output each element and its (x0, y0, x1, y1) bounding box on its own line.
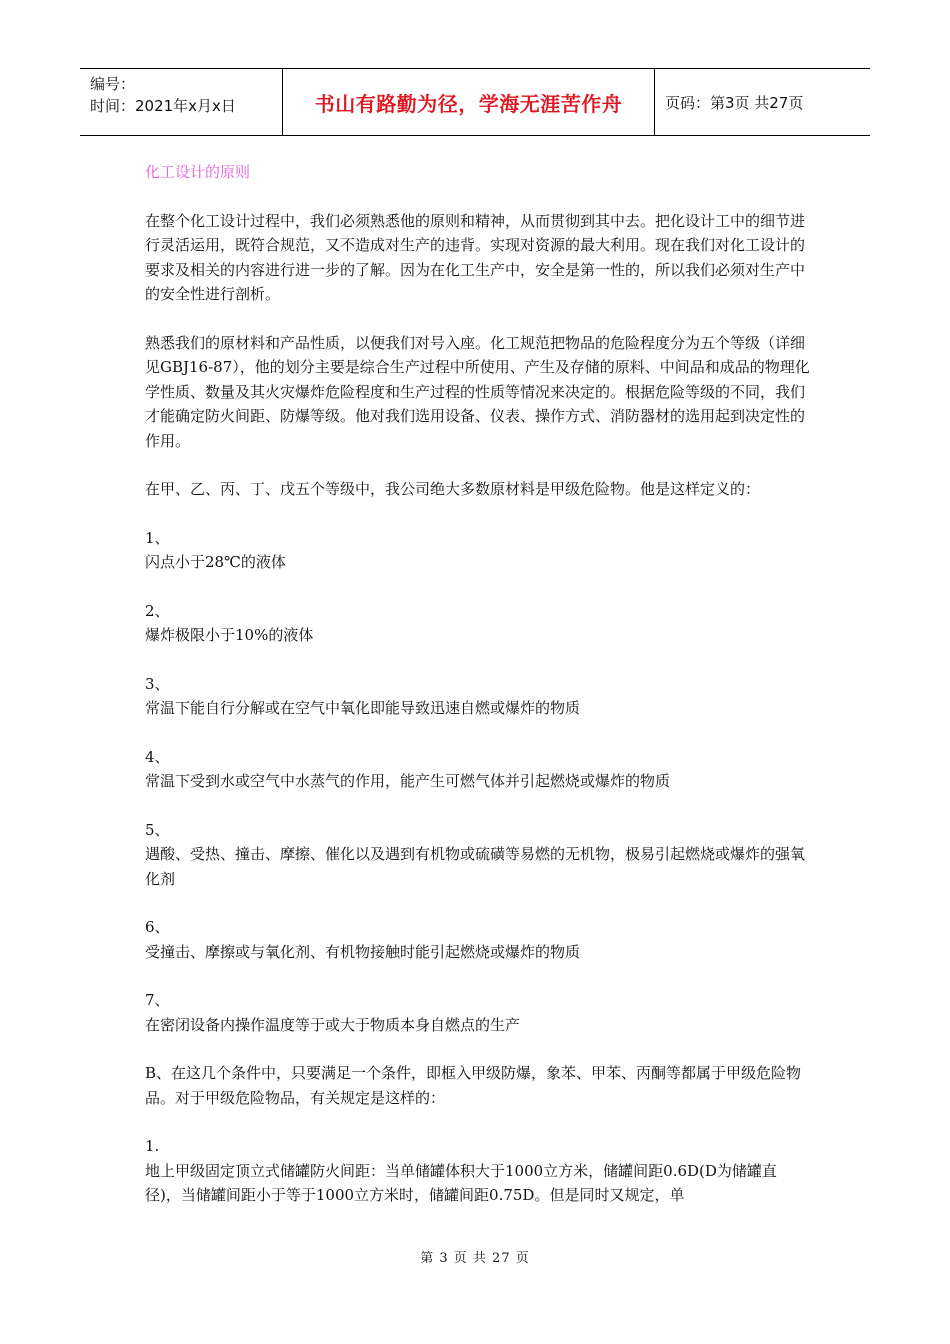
paragraph: 在整个化工设计过程中，我们必须熟悉他的原则和精神，从而贯彻到其中去。把化设计工中的细节进行灵活运用，既符合规范，又不造成对生产的违背。实现对资源的最大利用。现在我们对化工设计的要求及相关的内容进行进一步的了解。因为在化工生产中，安全是第一性的，所以我们必须对生产中的安全性进行剖析。 (145, 211, 806, 303)
list-item-text: 爆炸极限小于10%的液体 (145, 626, 314, 644)
list-item-number: 5、 (145, 820, 170, 839)
document-body (145, 160, 810, 1232)
header-page-number: 页码：第3页 共27页 (665, 93, 804, 112)
header-motto: 书山有路勤为径，学海无涯苦作舟 (314, 91, 623, 116)
list-item (145, 915, 810, 964)
list-item-number: 1、 (145, 528, 170, 547)
list-item-number: 1. (145, 1137, 160, 1155)
footer-page-number: 第 3 页 共 27 页 (420, 1251, 530, 1266)
document-number-label: 编号： (90, 75, 136, 93)
list-item (145, 526, 810, 575)
list-item-number: 6、 (145, 918, 170, 936)
list-item (145, 818, 810, 892)
document-time-label: 时间：2021年x月x日 (90, 97, 236, 115)
paragraph: 在甲、乙、丙、丁、戊五个等级中，我公司绝大多数原材料是甲级危险物。他是这样定义的： (145, 480, 761, 498)
list-item-number: 2、 (145, 601, 170, 620)
list-item-text: 受撞击、摩擦或与氧化剂、有机物接触时能引起燃烧或爆炸的物质 (145, 942, 581, 961)
paragraph-b: B、在这几个条件中，只要满足一个条件，即框入甲级防爆，象苯、甲苯、丙酮等都属于甲级危险物品。对于甲级危险物品，有关规定是这样的： (145, 1064, 802, 1107)
page-header (80, 68, 870, 136)
header-info-cell (80, 69, 283, 135)
section-title: 化工设计的原则 (145, 163, 251, 181)
list-item-number: 7、 (145, 991, 170, 1009)
list-item-text: 在密闭设备内操作温度等于或大于物质本身自燃点的生产 (145, 1015, 521, 1034)
list-item-text: 常温下受到水或空气中水蒸气的作用，能产生可燃气体并引起燃烧或爆炸的物质 (145, 772, 671, 790)
list-item-text: 遇酸、受热、撞击、摩擦、催化以及遇到有机物或硫磺等易燃的无机物，极易引起燃烧或爆炸的强氧化剂 (145, 845, 806, 888)
list-item (145, 672, 810, 721)
list-item-text: 闪点小于28℃的液体 (145, 553, 286, 571)
list-item (145, 988, 810, 1037)
list-item-text: 常温下能自行分解或在空气中氧化即能导致迅速自燃或爆炸的物质 (145, 699, 581, 717)
list-item (145, 745, 810, 794)
list-item-number: 4、 (145, 747, 170, 766)
header-motto-cell (283, 69, 655, 135)
header-page-cell (655, 69, 870, 135)
list-item-text: 地上甲级固定顶立式储罐防火间距：当单储罐体积大于1000立方米，储罐间距0.6D(D为储罐直径)，当储罐间距小于等于1000立方米时，储罐间距0.75D。但是同时又规定，单 (145, 1161, 777, 1204)
page-footer (0, 1247, 950, 1266)
list-item-number: 3、 (145, 674, 170, 693)
list-item (145, 1134, 810, 1208)
paragraph: 熟悉我们的原材料和产品性质，以便我们对号入座。化工规范把物品的危险程度分为五个等级（详细见GBJ16-87），他的划分主要是综合生产过程中所使用、产生及存储的原料、中间品和成品的物理化学性质、数量及其火灾爆炸危险程度和生产过程的性质等情况来决定的。根据危险等级的不同，我们才能确定防火间距、防爆等级。他对我们选用设备、仪表、操作方式、消防器材的选用起到决定性的作用。 (145, 333, 810, 450)
list-item (145, 599, 810, 648)
